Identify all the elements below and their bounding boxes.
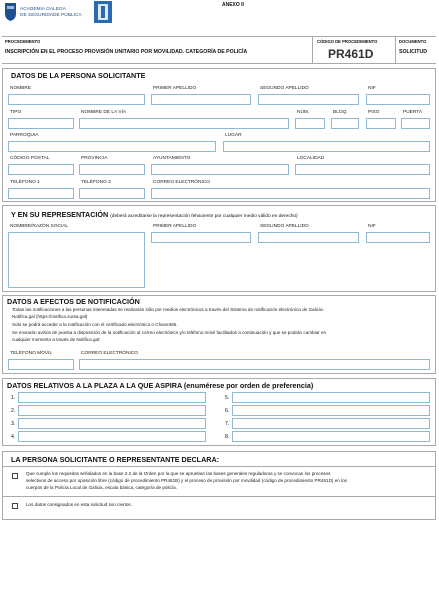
rep-nif-label: NIF [368,224,376,229]
segundo-apellido-field[interactable] [258,94,359,105]
plaza-num-3: 3. [11,421,16,427]
plaza-field-6[interactable] [232,405,430,416]
primer-apellido-field[interactable] [151,94,251,105]
notificacion-title: DATOS A EFECTOS DE NOTIFICACIÓN [7,297,140,306]
plaza-num-1: 1. [11,395,16,401]
declara-title: LA PERSONA SOLICITANTE O REPRESENTANTE DECLARA: [11,455,220,464]
documento-label: DOCUMENTO [399,39,427,44]
plaza-field-1[interactable] [18,392,206,403]
declara-item1-line3: cuerpos de la Policía Local de Galicia, escala básica, categoría de policía. [26,485,177,490]
procedimiento-label: PROCEDIMIENTO [5,39,41,44]
piso-label: PISO [368,110,380,115]
nombre-razon-field[interactable] [8,232,145,288]
telefono2-label: TELÉFONO 2 [81,180,111,185]
notificacion-line2: Notifica.gal (https://notifica.xunta.gal) [12,314,88,319]
declara-item1-line1: Que cumple los requisitos señalados en la base 2.2 de la Orden por la que se aprueban las bases generales reguladoras y se convocan los procesos [26,471,331,476]
parroquia-field[interactable] [8,141,216,152]
solicitante-title: DATOS DE LA PERSONA SOLICITANTE [11,71,146,80]
piso-field[interactable] [366,118,396,129]
anexo-label: ANEXO II [222,2,244,8]
declara-checkbox-2[interactable] [12,503,18,509]
logo-line2: DE SEGURIDADE PÚBLICA [20,13,82,18]
rep-nif-field[interactable] [366,232,430,243]
ayuntamiento-field[interactable] [151,164,289,175]
rep-segundo-apellido-field[interactable] [258,232,359,243]
plaza-num-4: 4. [11,434,16,440]
notif-correo-field[interactable] [79,359,430,370]
provincia-label: PROVINCIA [81,156,108,161]
localidad-label: LOCALIDAD [297,156,325,161]
plaza-field-4[interactable] [18,431,206,442]
num-field[interactable] [295,118,325,129]
shield-icon [4,2,17,22]
nombre-razon-label: NOMBRE/RAZÓN SOCIAL [10,224,69,229]
logo-line1: ACADEMIA GALEGA [20,7,66,12]
xunta-icon [94,1,112,23]
rep-primer-apellido-field[interactable] [151,232,251,243]
notif-correo-label: CORREO ELECTRÓNICO [81,351,139,356]
telefono2-field[interactable] [79,188,145,199]
declara-checkbox-1[interactable] [12,473,18,479]
nif-field[interactable] [366,94,430,105]
logo [4,1,94,25]
plaza-field-8[interactable] [232,431,430,442]
segundo-apellido-label: SEGUNDO APELLIDO [260,86,309,91]
nombre-via-field[interactable] [79,118,289,129]
telefono-movil-field[interactable] [8,359,74,370]
num-label: NÚM. [297,110,310,115]
declara-item1-line2: selectivos de acceso por oposición libre (código de procedimiento PR461B) y el proceso de provisión por movilidad (código de procedimiento PR461D) en los [26,478,347,483]
rep-segundo-apellido-label: SEGUNDO APELLIDO [260,224,309,229]
tipo-field[interactable] [8,118,74,129]
plaza-field-7[interactable] [232,418,430,429]
codigo-value: PR461D [328,47,374,61]
bloq-label: BLOQ. [333,110,348,115]
plaza-field-5[interactable] [232,392,430,403]
bloq-field[interactable] [331,118,359,129]
procedimiento-text: INSCRIPCIÓN EN EL PROCESO PROVISIÓN UNITARIO POR MOVILIDAD. CATEGORÍA DE POLICÍA [5,49,248,55]
nif-label: NIF [368,86,376,91]
notificacion-line5: cualquier momento a través de Notifica.gal: [12,337,101,342]
documento-value: SOLICITUD [399,49,427,55]
plaza-field-3[interactable] [18,418,206,429]
localidad-field[interactable] [295,164,430,175]
representacion-title: Y EN SU REPRESENTACIÓN (deberá acreditarse la representación fehaciente por cualquier medio válido en derecho) [11,210,298,219]
plaza-title: DATOS RELATIVOS A LA PLAZA A LA QUE ASPIRA (enumérese por orden de preferencia) [7,381,314,390]
provincia-field[interactable] [79,164,145,175]
plaza-num-5: 5. [225,395,230,401]
telefono-movil-label: TELÉFONO MÓVIL [10,351,53,356]
lugar-field[interactable] [223,141,430,152]
ayuntamiento-label: AYUNTAMIENTO [153,156,191,161]
nombre-field[interactable] [8,94,145,105]
codigo-postal-label: CÓDIGO POSTAL [10,156,50,161]
plaza-field-2[interactable] [18,405,206,416]
telefono1-field[interactable] [8,188,74,199]
codigo-label: CÓDIGO DE PROCEDIMIENTO [317,39,378,44]
rep-primer-apellido-label: PRIMER APELLIDO [153,224,197,229]
plaza-num-8: 8. [225,434,230,440]
primer-apellido-label: PRIMER APELLIDO [153,86,197,91]
notificacion-line1: Todas las notificaciones a las personas interesadas se realizarán sólo por medios electrónicos a través del Sistema de notificación electrónica de Galicia- [12,307,325,312]
plaza-num-2: 2. [11,408,16,414]
notificacion-line4: Se enviarán avisos de puesta a disposición de la notificación al correo electrónico y/o teléfono móvil facilitados a continuación y que se podrán cambiar en [12,330,327,335]
codigo-postal-field[interactable] [8,164,74,175]
declara-item2: Los datos consignados en esta solicitud son ciertos. [26,502,132,507]
lugar-label: LUGAR [225,133,242,138]
puerta-label: PUERTA [403,110,423,115]
telefono1-label: TELÉFONO 1 [10,180,40,185]
notificacion-line3: Solo se podrá acceder a la notificación con el certificado electrónico o Chave365. [12,322,178,327]
plaza-num-7: 7. [225,421,230,427]
plaza-num-6: 6. [225,408,230,414]
parroquia-label: PARROQUIA [10,133,39,138]
tipo-label: TIPO [10,110,22,115]
correo-label: CORREO ELECTRÓNICO [153,180,211,185]
nombre-label: NOMBRE [10,86,32,91]
correo-field[interactable] [151,188,430,199]
puerta-field[interactable] [401,118,430,129]
nombre-via-label: NOMBRE DE LA VÍA [81,110,127,115]
